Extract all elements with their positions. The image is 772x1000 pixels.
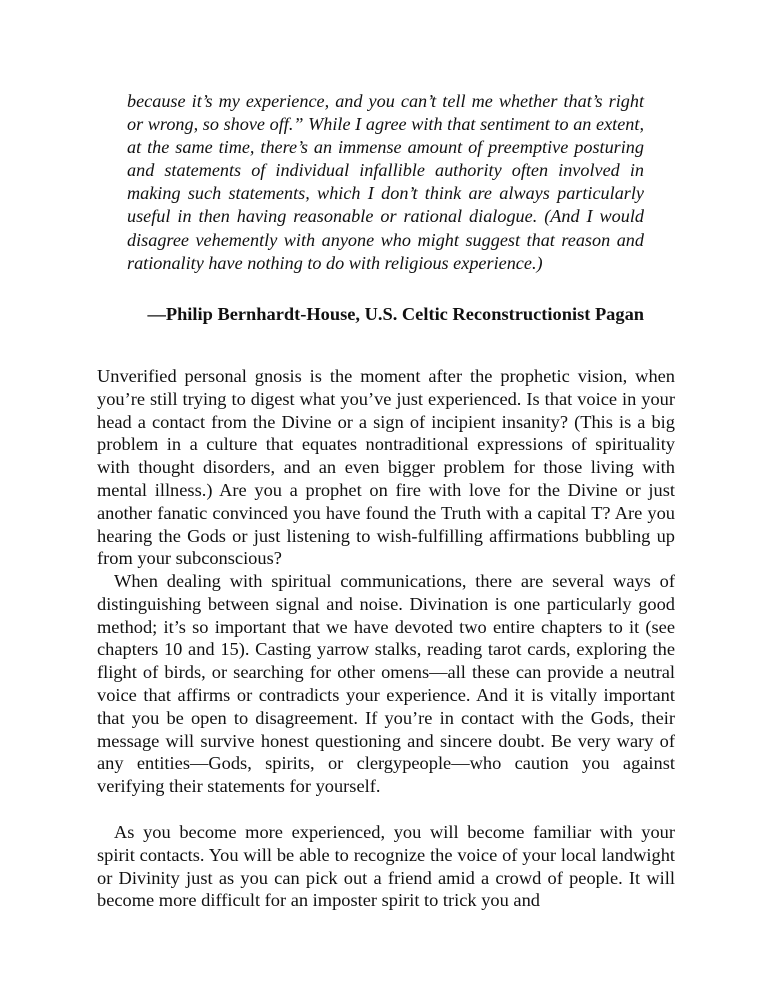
epigraph-quote: because it’s my experience, and you can’t tell me whether that’s right or wrong, so shove off.” While I agree with that sentiment to an extent, at the same time, there’s an immense amount of preemptive posturing and statements of individual infallible authority often involved in making such statements, which I don’t think are always particularly useful in then having reasonable or rational dialogue. (And I would disagree vehemently with anyone who might suggest that reason and rationality have nothing to do with religious experience.) xyxy=(127,91,644,273)
epigraph-attribution: —Philip Bernhardt-House, U.S. Celtic Reconstructionist Pagan xyxy=(147,304,644,324)
body-paragraph-2: When dealing with spiritual communications, there are several ways of distinguishing between signal and noise. Divination is one particularly good method; it’s so important that we have devoted two entire chapters to it (see chapters 10 and 15). Casting yarrow stalks, reading tarot cards, exploring the flight of birds, or searching for other omens—all these can provide a neutral voice that affirms or contradicts your experience. And it is vitally important that you be open to disagreement. If you’re in contact with the Gods, their message will survive honest questioning and sincere doubt. Be very wary of any entities—Gods, spirits, or clergypeople—who caution you against verifying their statements for yourself. xyxy=(97,571,675,797)
body-paragraph-3: As you become more experienced, you will become familiar with your spirit contacts. You will be able to recognize the voice of your local landwight or Divinity just as you can pick out a friend amid a crowd of people. It will become more difficult for an imposter spirit to trick you and xyxy=(97,822,675,911)
body-paragraph-1: Unverified personal gnosis is the moment after the prophetic vision, when you’re still trying to digest what you’ve just experienced. Is that voice in your head a contact from the Divine or a sign of incipient insanity? (This is a big problem in a culture that equates nontraditional expressions of spirituality with thought disorders, and an even bigger problem for those living with mental illness.) Are you a prophet on fire with love for the Divine or just another fanatic convinced you have found the Truth with a capital T? Are you hearing the Gods or just listening to wish-fulfilling affirmations bubbling up from your subconscious? xyxy=(97,366,675,569)
